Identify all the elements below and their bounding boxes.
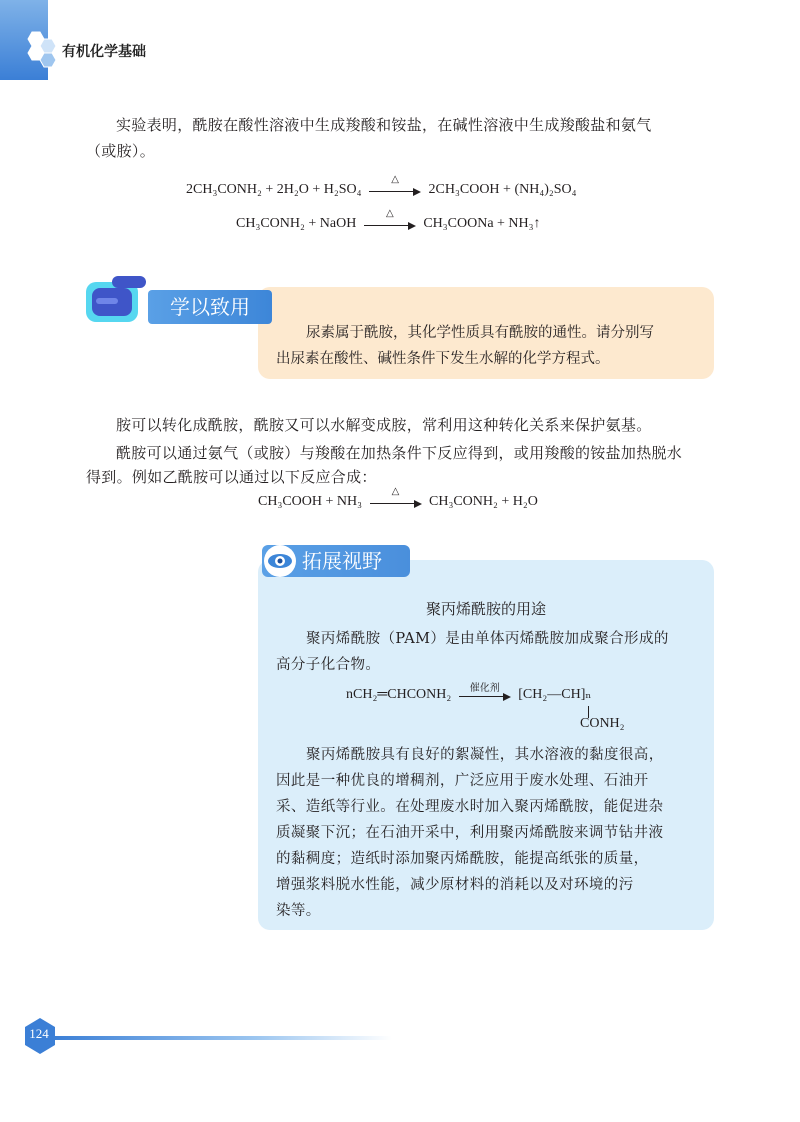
heat-symbol: △ — [391, 485, 400, 497]
apply-text — [276, 320, 706, 372]
poly-product: [CH₂—CH]ₙ — [518, 687, 592, 702]
footer-rule — [52, 1036, 392, 1040]
extension-p1-line-1: 聚丙烯酰胺（PAM）是由单体丙烯酰胺加成聚合形成的 — [306, 631, 669, 647]
poly-branch: CONH₂ — [580, 716, 625, 731]
heat-symbol: △ — [385, 207, 394, 219]
eq2-products: CH₃COONa + NH₃↑ — [423, 216, 541, 231]
equation-acetamide-synthesis — [258, 485, 538, 510]
eye-icon — [262, 543, 298, 579]
apply-line-1: 尿素属于酰胺，其化学性质具有酰胺的通性。请分别写 — [306, 325, 654, 341]
ext-p2-line: 染等。 — [276, 903, 321, 919]
extension-p1-line-2: 高分子化合物。 — [276, 657, 381, 673]
extension-title: 聚丙烯酰胺的用途 — [425, 600, 546, 618]
eq3-products: CH₃CONH₂ + H₂O — [429, 494, 538, 509]
intro-line-2: （或胺）。 — [86, 142, 156, 160]
pointing-hand-icon — [82, 268, 154, 328]
extension-paragraph-2 — [276, 742, 706, 924]
catalyst-arrow-icon — [459, 682, 511, 702]
heat-symbol: △ — [391, 173, 399, 185]
ext-p2-line: 聚丙烯酰胺具有良好的絮凝性，其水溶液的黏度很高， — [306, 747, 664, 763]
heat-arrow-icon — [370, 485, 422, 509]
body-paragraph-2b: 得到。例如乙酰胺可以通过以下反应合成： — [86, 468, 377, 486]
apply-line-2: 出尿素在酸性、碱性条件下发生水解的化学方程式。 — [276, 351, 610, 367]
apply-label: 学以致用 — [170, 295, 250, 319]
poly-reactant: nCH₂═CHCONH₂ — [346, 687, 452, 702]
intro-line-1: 实验表明，酰胺在酸性溶液中生成羧酸和铵盐，在碱性溶液中生成羧酸盐和氨气 — [116, 116, 652, 134]
hexagon-logo-icon — [22, 30, 62, 72]
catalyst-label: 催化剂 — [469, 682, 500, 694]
ext-p2-line: 因此是一种优良的增稠剂，广泛应用于废水处理、石油开 — [276, 773, 649, 789]
body-paragraph-2a: 酰胺可以通过氨气（或胺）与羧酸在加热条件下反应得到，或用羧酸的铵盐加热脱水 — [116, 444, 683, 462]
eq1-reactants: 2CH₃CONH₂ + 2H₂O + H₂SO₄ — [186, 182, 362, 197]
extension-label: 拓展视野 — [302, 549, 382, 573]
equation-acid-hydrolysis — [186, 173, 577, 198]
eq3-reactants: CH₃COOH + NH₃ — [258, 494, 362, 509]
ext-p2-line: 的黏稠度；造纸时添加聚丙烯酰胺，能提高纸张的质量， — [276, 851, 649, 867]
polymerization-equation — [346, 682, 592, 703]
body-paragraph-1: 胺可以转化成酰胺，酰胺又可以水解变成胺，常利用这种转化关系来保护氨基。 — [116, 416, 652, 434]
eq1-products: 2CH₃COOH + (NH₄)₂SO₄ — [428, 182, 577, 197]
book-title: 有机化学基础 — [62, 44, 146, 60]
equation-base-hydrolysis — [236, 207, 541, 232]
ext-p2-line: 增强浆料脱水性能，减少原材料的消耗以及对环境的污 — [276, 877, 634, 893]
heat-arrow-icon — [369, 173, 421, 197]
page-number: 124 — [29, 1026, 49, 1041]
ext-p2-line: 质凝聚下沉；在石油开采中，利用聚丙烯酰胺来调节钻井液 — [276, 825, 664, 841]
heat-arrow-icon — [364, 207, 416, 231]
ext-p2-line: 采、造纸等行业。在处理废水时加入聚丙烯酰胺，能促进杂 — [276, 799, 664, 815]
eq2-reactants: CH₃CONH₂ + NaOH — [236, 216, 357, 231]
